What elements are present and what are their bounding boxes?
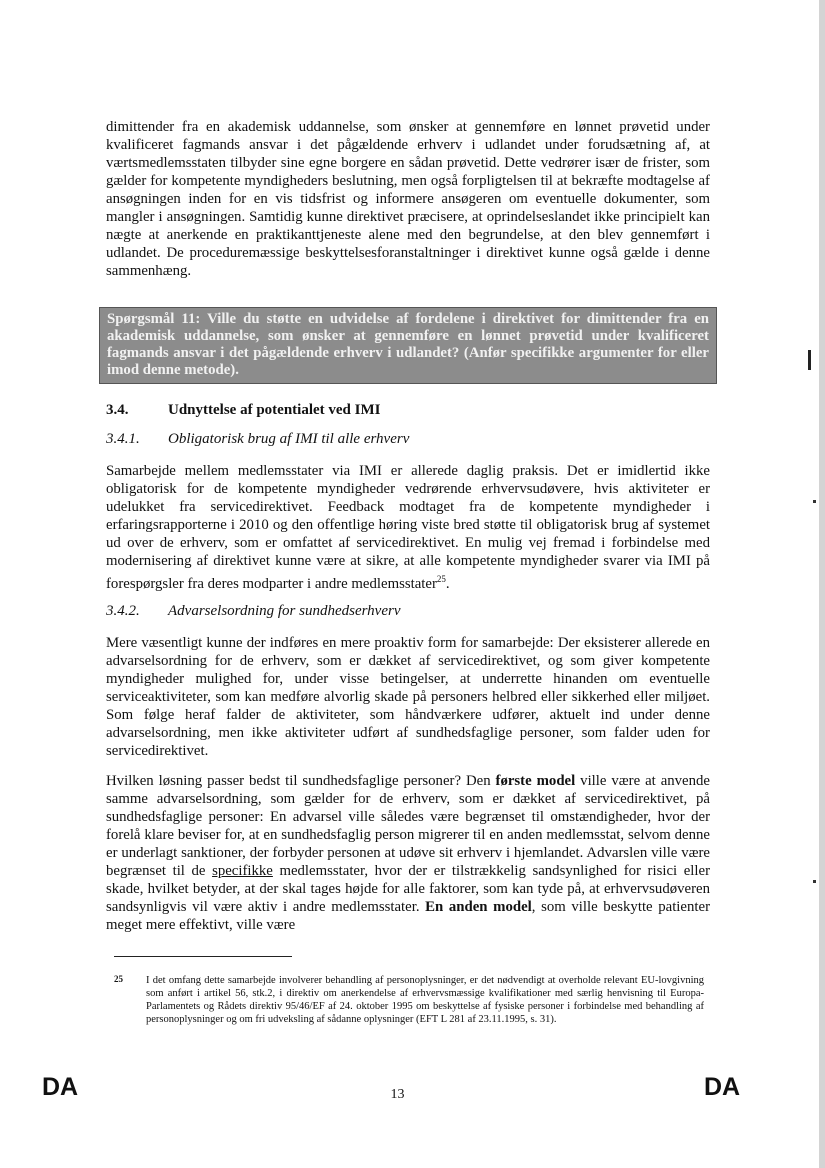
subsection-heading-3-4-2	[106, 603, 710, 620]
subsection-number: 3.4.2.	[106, 602, 140, 619]
underlined-specific: specifikke	[212, 862, 273, 879]
subsection-title: Obligatorisk brug af IMI til alle erhverv	[168, 431, 410, 447]
footnote-separator	[114, 956, 292, 957]
subsection-heading-3-4-1	[106, 431, 710, 448]
scan-dot	[813, 880, 816, 883]
paragraph-text: Samarbejde mellem medlemsstater via IMI er allerede daglig praksis. Det er imidlertid ikke obligatorisk for de kompetente myndigheder vedrørende erhvervsudøvere, hvis aktiviteter er udelukket fra servicedirektivet. Feedback modtaget fra de kompetente myndigheder i erfaringsrapporterne i 2010 og den offentlige høring viste bred støtte til obligatorisk brug af systemet ud over de erhverv, som er omfattet af servicedirektivet. En mulig vej fremad i forbindelse med modernisering af direktivet kunne være at sikre, at alle kompetente myndigheder svarer via IMI på forespørgsler fra deres modparter i andre medlemsstater	[106, 463, 710, 592]
question-11-box: Spørgsmål 11: Ville du støtte en udvidelse af fordelene i direktivet for dimittender fra en akademisk uddannelse, som ønsker at gennemføre en lønnet prøvetid under kvalificeret fagmands ansvar i det pågældende erhverv i udlandet? (Anfør specifikke argumenter for eller imod denne metode).	[99, 307, 717, 384]
emphasis-first-model: første model	[495, 772, 576, 789]
text-run: medlemsstater, hvor der er tilstrækkelig sandsynlighed for risici eller skade, hvilket betyder, at der skal tages højde for alle faktorer, som kan tyde på, at erhvervsudøveren sandsynligvis vil være aktiv i andre medlemsstater.	[106, 862, 710, 915]
footnote-reference: 25	[436, 574, 446, 584]
footnote-text: I det omfang dette samarbejde involverer behandling af personoplysninger, er det nødvendigt at overholde relevant EU-lovgivning som anført i artikel 56, stk.2, i direktiv om anerkendelse af erhvervsmæssige kvalifikationer med særlig henvisning til Europa-Parlamentets og Rådets direktiv 95/46/EF af 24. oktober 1995 om beskyttelse af fysiske personer i forbindelse med behandling af personoplysninger og om fri udveksling af sådanne oplysninger (EFT L 281 af 23.11.1995, s. 31).	[146, 975, 704, 1025]
paragraph-alert-2	[106, 772, 710, 934]
paragraph-imi	[106, 462, 710, 593]
footnote-25	[114, 974, 704, 1026]
paragraph-alert-1: Mere væsentligt kunne der indføres en mere proaktiv form for samarbejde: Der eksisterer allerede en advarselsordning for de erhverv, som er dækket af servicedirektivet, og som giver kompetente myndigheder mulighed for, under visse betingelser, at underrette hinanden om eventuelle serviceaktiviteter, som kan medføre alvorlig skade på personers helbred eller sikkerhed eller miljøet. Som følge heraf falder de aktiviteter, som håndværkere udfører, aktuelt ind under denne advarselsordning, men ikke aktiviteter udført af sundhedsfaglige personer, som falder uden for servicedirektivet.	[106, 634, 710, 759]
scan-edge-shadow	[819, 0, 825, 1168]
text-run: , som ville beskytte patienter meget mere effektivt, ville være	[106, 898, 710, 933]
paragraph-intro: dimittender fra en akademisk uddannelse, som ønsker at gennemføre en lønnet prøvetid under kvalificeret fagmands ansvar i det pågældende erhverv i udlandet under forudsætning af, at værtsmedlemsstaten tilbyder sine egne borgere en sådan prøvetid. Dette vedrører især de frister, som gælder for kompetente myndigheders beslutning, men også forpligtelsen til at bekræfte modtagelse af ansøgningen inden for en vis tidsfrist og informere ansøgeren om eventuelle dokumenter, som mangler i ansøgningen. Samtidig kunne direktivet præcisere, at oprindelseslandet ikke principielt kan nægte at anerkende en praktikanttjeneste alene med den begrundelse, at den blev gennemført i udlandet. De proceduremæssige beskyttelsesforanstaltninger i direktivet kunne også gælde i denne sammenhæng.	[106, 119, 710, 279]
emphasis-second-model: En anden model	[425, 898, 532, 915]
section-number: 3.4.	[106, 402, 129, 418]
page-body	[106, 118, 710, 934]
scan-margin-mark	[808, 350, 811, 370]
section-title: Udnyttelse af potentialet ved IMI	[168, 402, 381, 418]
scan-dot	[813, 500, 816, 503]
text-run: ville være at anvende samme advarselsordning, som gælder for de erhverv, som er dækket af servicedirektivet, på sundhedsfaglige personer: En advarsel ville således være begrænset til omstændigheder, hvor der forelå klare beviser for, at en sundhedsfaglig person migrerer til en anden medlemsstat, selvom denne er underlagt sanktioner, der forbyder personen at udøve sit erhverv i hjemlandet. Advarslen ville være begrænset til de	[106, 772, 710, 879]
text-run: Hvilken løsning passer bedst til sundhedsfaglige personer? Den	[106, 772, 496, 789]
paragraph-text-end: .	[445, 575, 450, 592]
section-heading-3-4	[106, 402, 710, 419]
page-number: 13	[390, 1087, 405, 1102]
footnote-number: 25	[114, 974, 123, 984]
language-code-right: DA	[704, 1073, 741, 1101]
subsection-number: 3.4.1.	[106, 431, 140, 447]
subsection-title: Advarselsordning for sundhedserhverv	[168, 602, 401, 619]
language-code-left: DA	[42, 1073, 79, 1101]
